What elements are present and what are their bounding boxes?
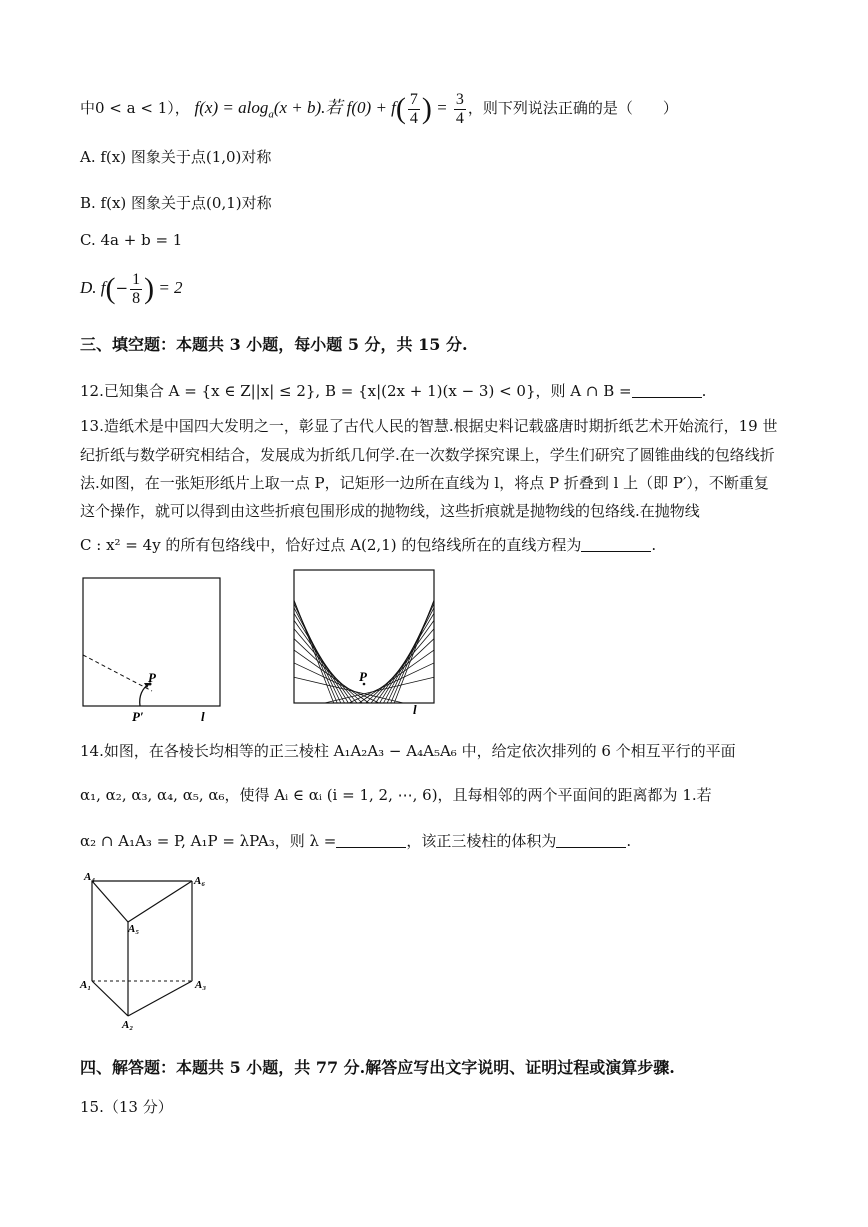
envelope-line (294, 677, 403, 703)
envelope-line (394, 600, 434, 703)
label-l: l (201, 709, 205, 724)
q11-option-b: B. f(x) 图象关于点(0,1)对称 (80, 194, 272, 212)
label-a1: A₁ (80, 979, 92, 991)
section3-heading: 三、填空题：本题共 3 小题，每小题 5 分，共 15 分. (80, 335, 468, 354)
q11-option-c: C. 4a + b = 1 (80, 231, 183, 249)
envelope-line (294, 629, 357, 703)
fold-rectangle-figure (80, 575, 230, 725)
fold-crease (83, 655, 152, 691)
envelope-line (366, 639, 434, 703)
edge (92, 981, 128, 1016)
period: . (626, 832, 632, 850)
q13-line2: 纪折纸与数学研究相结合，发展成为折纸几何学.在一次数学探究课上，学生们研究了圆锥曲线的包络线折 (80, 446, 775, 464)
q13-line5 (80, 534, 656, 556)
label-p: P (148, 670, 156, 685)
minus-sign: − (115, 279, 129, 297)
q14-line3 (80, 830, 631, 852)
envelope-lines (294, 600, 434, 703)
q11-option-d-frac: $\frac{1}{8}$ (132, 270, 141, 307)
label-p-prime: P′ (132, 709, 144, 724)
period: . (651, 536, 657, 554)
edge (92, 881, 128, 922)
answer-blank[interactable] (632, 383, 702, 398)
section4-heading: 四、解答题：本题共 5 小题，共 77 分.解答应写出文字说明、证明过程或演算步骤. (80, 1058, 675, 1077)
label-a2: A₂ (122, 1019, 134, 1031)
answer-blank-volume[interactable] (556, 833, 626, 848)
q11-frac-7-4: $\frac{7}{4}$ (409, 90, 418, 127)
q11-option-d (80, 266, 183, 310)
q11-option-a: A. f(x) 图象关于点(1,0)对称 (80, 148, 272, 166)
envelope-line (294, 639, 362, 703)
q14-condition: α₂ ∩ A₁A₃ = P, A₁P = λPA₃，则 λ = (80, 832, 337, 850)
q15-label: 15.（13 分） (80, 1098, 173, 1116)
label-a4: A₄ (84, 871, 96, 883)
period: . (701, 382, 707, 400)
paren-open: ( (395, 92, 406, 125)
label-l: l (413, 702, 417, 716)
label-a3: A₃ (195, 979, 207, 991)
fold-arrow (140, 683, 150, 706)
label-a6: A₆ (194, 875, 206, 887)
envelope-line (294, 620, 352, 703)
edge (128, 981, 192, 1016)
q11-stem-end: ，则下列说法正确的是（ ） (467, 99, 678, 117)
triangular-prism-figure (78, 868, 218, 1036)
q13-line4: 这个操作，就可以得到由这些折痕包围形成的抛物线，这些折痕就是抛物线的包络线.在抛物线 (80, 502, 700, 520)
q11-option-d-f: D. f (80, 278, 106, 297)
paren-close: ) (421, 92, 432, 125)
q12-body: 12.已知集合 A = {x ∈ Z||x| ≤ 2}, B = {x|(2x + 1)(x − 3) < 0}，则 A ∩ B = (80, 382, 632, 400)
q14-line1: 14.如图，在各棱长均相等的正三棱柱 A₁A₂A₃ − A₄A₅A₆ 中，给定依次排列的 6 个相互平行的平面 (80, 742, 736, 760)
envelope-line (359, 650, 434, 703)
parabola-envelope-figure (292, 568, 437, 716)
q14-line2: α₁, α₂, α₃, α₄, α₅, α₆，使得 Aᵢ ∈ αᵢ (i = 1, 2, ⋯, 6)，且每相邻的两个平面间的距离都为 1.若 (80, 786, 712, 804)
q12-text (80, 380, 706, 402)
q13-line3: 法.如图，在一张矩形纸片上取一点 P，记矩形一边所在直线为 l，将点 P 折叠到 l 上（即 P′），不断重复 (80, 474, 769, 492)
q13-line1: 13.造纸术是中国四大发明之一，彰显了古代人民的智慧.根据史料记载盛唐时期折纸艺术开始流行，19 世 (80, 417, 778, 435)
label-p: P (359, 669, 367, 684)
q11-frac-3-4: $\frac{3}{4}$ (455, 90, 464, 127)
answer-blank-lambda[interactable] (336, 833, 406, 848)
q11-stem-part: 中0 < a < 1）， (80, 99, 190, 117)
equals: = (431, 98, 452, 117)
answer-blank[interactable] (581, 537, 651, 552)
q13-body: C : x² = 4y 的所有包络线中，恰好过点 A(2,1) 的包络线所在的直线方程为 (80, 536, 582, 554)
edge (128, 881, 192, 922)
paper-rectangle (83, 578, 220, 706)
q11-func-def: f(x) = alog$_a$(x + b).若 f(0) + f (194, 98, 396, 121)
q11-option-d-value: = 2 (154, 278, 183, 297)
q11-stem (80, 86, 678, 130)
q14-volume-prompt: ，该正三棱柱的体积为 (406, 832, 557, 850)
envelope-line (294, 601, 337, 703)
paren-open: ( (105, 272, 116, 305)
paren-close: ) (144, 272, 155, 305)
label-a5: A₅ (128, 923, 140, 935)
envelope-line (380, 613, 434, 703)
